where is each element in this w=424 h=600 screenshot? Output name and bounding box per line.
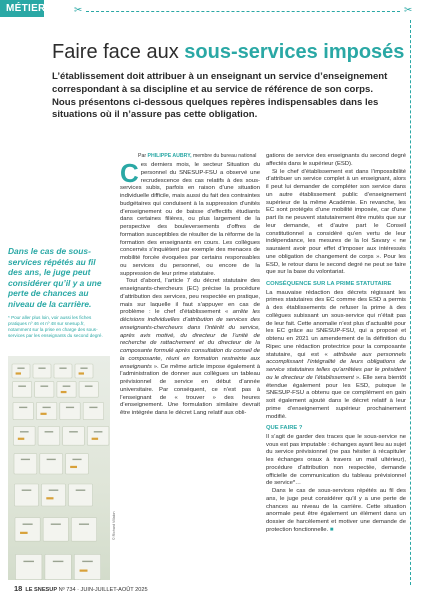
end-mark: ■ [329,526,334,533]
mailbox-door [43,518,68,542]
paragraph-text: ». Ce même article impose également à l’administration de donner aux collègues un tableau prévisionnel de service en début d’année universitaire. Par conséquent, ce n’est pas à l’enseignant de « trouver » des heures d’enseignement. Une formulation similaire devrait être intégrée dans le décret Lang relatif aux obli- [120,363,260,416]
mailbox-slot [38,368,45,369]
mailbox-slot [51,524,61,525]
mailbox-tag [40,413,46,415]
mailbox-tag [46,497,53,499]
paragraph: Il s’agit de garder des traces que le sous-service ne vous est pas imputable : échanges ayant lieu au sujet du service prévisionnel (ne pas hésiter à récapituler les échanges oraux à travers un mail ultérieur), procédure d’attribution non respectée, demande officielle de communication du tableau prévisionnel de service*… [266,433,406,487]
subheading: CONSÉQUENCE SUR LA PRIME STATUTAIRE [266,281,392,287]
mailbox-door [15,484,39,506]
page-number: 18 [14,584,23,593]
mailbox-slot [22,490,32,491]
mailbox-slot [63,386,71,387]
mailbox-slot [47,459,56,460]
mailbox-slot [21,459,30,460]
paragraph [266,290,406,422]
mailbox-door [57,382,76,398]
paragraph: gations de service des enseignants du second degré affectés dans le supérieur (ESD). [266,153,406,167]
mailbox-door [71,518,96,542]
mailbox-door [45,554,71,579]
byline-prefix: Par [138,153,148,159]
mailbox-tag [79,372,84,374]
mailbox-door [83,402,103,419]
scissors-icon: ✂ [74,5,83,16]
mailbox-slot [59,368,66,369]
article-column-2 [266,153,406,535]
mailbox-slot [23,524,33,525]
mailbox-tag [18,438,24,440]
mailbox-slot [40,386,48,387]
mailbox-tag [20,532,28,534]
mailbox-tag [80,570,88,572]
mailbox-slot [45,431,54,432]
mailbox-slot [19,407,27,408]
magazine-name: LE SNESUP [25,587,58,593]
paragraph [120,278,260,418]
article-column-1 [120,158,260,418]
mailbox-door [13,382,32,398]
mailbox-slot [79,524,89,525]
mailbox-tag [61,391,67,393]
mailbox-slot [43,407,51,408]
mailbox-tag [16,372,21,374]
mailboxes-illustration [8,356,110,580]
mailbox-slot [53,561,64,562]
mailbox-door [69,484,93,506]
mailbox-door [74,554,100,579]
photo-credit: © Richard Villalon [112,511,116,540]
quoted-text: attribuée aux personnels accomplissant l’intégralité de leurs obligations de service statutaires telles qu’arrêtées par le président ou le directeur de l’établissement [266,351,406,381]
mailbox-slot [72,459,81,460]
title-regular: Faire face aux [52,41,185,63]
title-bold: sous-services imposés [184,41,405,63]
mailbox-door [54,364,72,378]
mailbox-door [14,426,36,445]
paragraph [266,488,406,535]
mailbox-slot [85,386,93,387]
article-lead: L’établissement doit attribuer à un enseignant un service d’enseignement correspondant à sa discipline et au service de référence de son corps. Nous présentons ci-dessous quelques repères indispensables dans les situations où il n’assure pas cette obligation. [52,71,388,121]
section-label: MÉTIER [0,0,44,17]
paragraph-text: es derniers mois, le secteur Situation du personnel du SNESUP-FSU a observé une recrudescence des cas relatifs à des sous-services subis, parfois en raison d’une situation individuelle difficile, mais aussi du fait des contraintes budgétaires qui conduisent à la suppression d’unités d’enseignement ou de baisse d’effectifs étudiants dans certaines filières, ou plus largement de la perspective des bouleversements d’offres de formation susceptibles de résulter de la réforme de la formation des enseignants en cours. Les collègues concernés s’inquiètent par exemple des menaces de mobilité forcée évoquées par certains responsables ou services du personnel, ou encore de la suppression de leur prime statutaire. [120,162,260,277]
mailbox-door [14,454,37,474]
mailbox-slot [76,490,86,491]
author-role: membre du bureau national [191,153,257,159]
mailbox-door [13,402,33,419]
drop-cap: C [120,158,139,188]
photo-mailboxes [8,356,110,580]
mailbox-slot [69,431,78,432]
mailbox-slot [20,431,29,432]
mailbox-slot [89,407,97,408]
article-title [52,40,405,64]
mailbox-door [12,364,30,378]
mailbox-door [60,402,80,419]
mailbox-door [87,426,109,445]
paragraph-text: Dans le cas de sous-services répétés au fil des ans, le juge peut considérer qu’il y a une perte de chances au niveau de la carrière. Cette situation anormale peut être également un élément dans un dossier de harcèlement et motiver une demande de protection fonctionnelle. [266,488,406,533]
cut-line-top [86,11,400,12]
mailbox-tag [70,466,77,468]
mailbox-slot [18,386,26,387]
mailbox-door [35,382,54,398]
mailbox-door [33,364,51,378]
paragraph [120,158,260,278]
pull-quote: Dans le cas de sous-services répétés au fil des ans, le juge peut considérer qu’il y a une perte de chances au niveau de la carrière. [8,246,102,309]
mailbox-door [75,364,93,378]
mailbox-slot [66,407,74,408]
mailbox-door [16,554,42,579]
mailbox-slot [94,431,103,432]
mailbox-tag [92,438,98,440]
mailbox-door [15,518,40,542]
author-name: PHILIPPE AUBRY, [147,153,192,159]
mailbox-slot [23,561,34,562]
mailbox-door [38,426,60,445]
mailbox-door [36,402,56,419]
mailbox-door [40,454,63,474]
subheading: QUE FAIRE ? [266,425,303,432]
mailbox-door [63,426,85,445]
mailbox-slot [49,490,59,491]
paragraph-text: ». Elle sera bientôt étendue également pour les ESD, puisque le SNESUP-FSU a obtenu que ce complément en gain soit également ajouté dans le décret relatif à leur prime d’enseignement supérieur prochainement modifié. [266,374,406,420]
footnote: * Pour aller plus loin, voir aussi les fiches pratiques nº 46 et nº 48 sur snesup.fr, notamment sur la prise en charge des sous-services par les enseignants du second degré. [8,315,103,338]
paragraph-text: La mauvaise rédaction des décrets régissant les primes statutaires des EC comme des ESD a permis à des établissements de refuser la prime à des collègues subissant un sous-service qui n’était pas de leur fait. Cette anomalie n’est plus d’actualité pour les EC grâce au SNESUP-FSU, qui a proposé et obtenu en 2021 un amendement de la définition du Ripec une rédaction protectrice pour la composante statutaire, qui est « [266,289,406,358]
mailbox-slot [82,561,93,562]
paragraph-text: Tout d’abord, l’article 7 du décret statutaire des enseignants-chercheurs (EC) précise la procédure d’attribution des services, peu respectée en pratique, mais sur laquelle il faut s’appuyer en cas de problème : le chef d’établissement « [120,278,260,316]
mailbox-door [66,454,89,474]
mailbox-door [42,484,66,506]
mailbox-slot [80,368,87,369]
issue-info: Nº 734 · JUIN-JUILLET-AOÛT 2025 [57,587,148,593]
paragraph: Si le chef d’établissement est dans l’impossibilité d’attribuer un service complet à un enseignant, alors il peut lui demander de compléter son service dans un autre établissement public d’enseignement supérieur de la même Académie. En revanche, les EC sont protégés d’une mobilité imposée, car d’une part ils ne peuvent statutairement être mutés que sur leur demande, et d’autre part le Conseil constitutionnel a considéré qu’en vertu de leur indépendance, les mesures de la loi Savary « ne sauraient avoir pour effet d’imposer aux intéressés une obligation de changement de corps ». Pour les ESD, le retour dans le second degré ne peut se faire que sur la base du volontariat. [266,168,406,276]
mailbox-slot [17,368,24,369]
mailbox-door [79,382,98,398]
page-footer [14,584,148,593]
cut-line-right [410,20,411,585]
quoted-text: arrête les décisions individuelles d’attribution de services des enseignants-chercheurs dans l’intérêt du service, après avis motivé, du directeur de l’unité de recherche de rattachement et du directeur de la composante formulé après consultation du conseil de la composante, réuni en formation restreinte aux enseignants [120,309,260,370]
scissors-icon: ✂ [404,5,413,16]
